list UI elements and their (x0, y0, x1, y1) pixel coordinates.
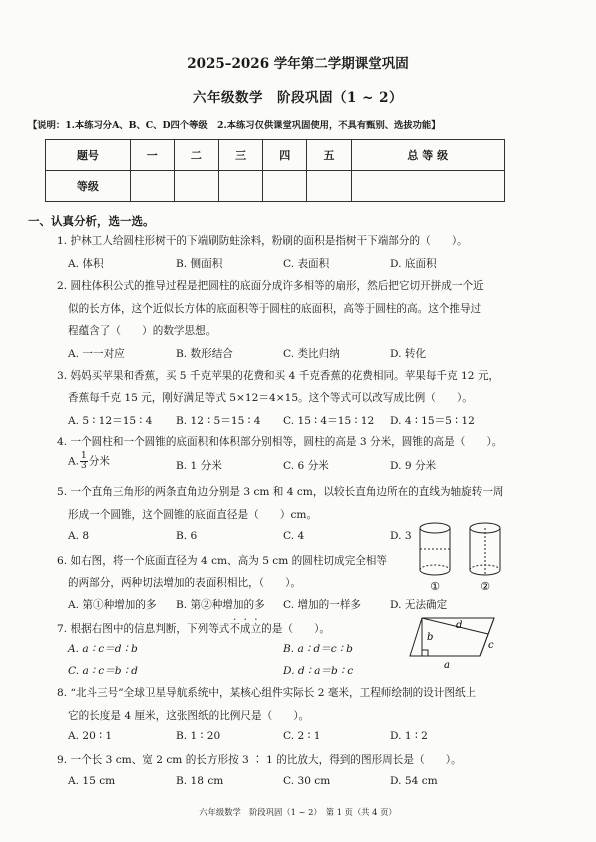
score-table (45, 139, 505, 202)
q4-option-a-unit: 分米 (88, 455, 110, 468)
figure-label-1: ① (430, 580, 440, 593)
grade-blank[interactable] (307, 171, 351, 202)
score-table-grade-row (46, 171, 505, 202)
q9-option-a[interactable]: A. 15 cm (68, 775, 116, 787)
q4-option-a-prefix: A. (68, 455, 80, 468)
section-heading: 一、认真分析，选一选。 (28, 214, 155, 228)
question-4: 4. 一个圆柱和一个圆锥的底面积和体积部分别相等，圆柱的高是 3 分米，圆锥的高是（ ）。 (57, 436, 503, 448)
question-7 (57, 617, 330, 636)
q4-option-c[interactable]: C. 6 分米 (283, 460, 329, 472)
question-5-line2: 形成一个圆锥，这个圆锥的底面直径是（ ）cm。 (68, 509, 318, 521)
q4-option-a[interactable] (68, 452, 110, 471)
score-cell: 二 (174, 140, 218, 171)
grade-blank[interactable] (130, 171, 174, 202)
q4-option-d[interactable]: D. 9 分米 (390, 460, 437, 472)
page-subtitle: 六年级数学 阶段巩固（1 ~ 2） (193, 90, 403, 106)
q7-option-d[interactable]: D. d ∶ a＝b ∶ c (283, 665, 354, 677)
instructions-note: 【说明：1.本练习分A、B、C、D四个等级 2.本练习仅供课堂巩固使用，不具有甄别、选拔功能】 (28, 120, 441, 131)
cylinder-1-icon (420, 523, 450, 575)
q7-option-b[interactable]: B. a ∶ d＝c ∶ b (283, 643, 353, 655)
label-d: d (456, 620, 463, 631)
question-6-line2: 的两部分，两种切法增加的表面积相比，（ ）。 (68, 577, 302, 589)
question-6: 6. 如右图，将一个底面直径为 4 cm、高为 5 cm 的圆柱切成完全相等 (57, 555, 387, 567)
q6-option-d[interactable]: D. 无法确定 (390, 599, 448, 611)
question-2: 2. 圆柱体积公式的推导过程是把圆柱的底面分成许多相等的扇形，然后把它切开拼成一个近 (57, 280, 484, 292)
grade-blank[interactable] (351, 171, 504, 202)
parallelogram-figure (408, 614, 500, 670)
q3-option-d[interactable]: D. 4 ∶ 15＝5 ∶ 12 (390, 415, 475, 427)
question-3-line2: 香蕉每千克 15 元，刚好满足等式 5×12＝4×15。这个等式可以改写成比例（ ）。 (68, 392, 473, 404)
question-1: 1. 护林工人给圆柱形树干的下端刷防蛀涂料，粉刷的面积是指树干下端部分的（ ）。 (57, 235, 468, 247)
cylinder-cut-figure (410, 520, 510, 596)
question-2-line3: 程蕴含了（ ）的数学思想。 (68, 325, 217, 337)
q6-option-c[interactable]: C. 增加的一样多 (283, 599, 362, 611)
question-5: 5. 一个直角三角形的两条直角边分别是 3 cm 和 4 cm，以较长直角边所在的直线为轴旋转一周 (57, 486, 504, 498)
q5-option-c[interactable]: C. 4 (283, 530, 305, 542)
q5-option-b[interactable]: B. 6 (176, 530, 198, 542)
q2-option-b[interactable]: B. 数形结合 (176, 348, 233, 360)
question-7-part-b: 的是（ ）。 (261, 623, 331, 635)
score-cell: 三 (219, 140, 263, 171)
score-cell: 一 (130, 140, 174, 171)
q6-option-b[interactable]: B. 第②种增加的多 (176, 599, 265, 611)
q8-option-d[interactable]: D. 1 ∶ 2 (390, 730, 428, 742)
question-2-line2: 似的长方体，这个近似长方体的底面积等于圆柱的底面积，高等于圆柱的高。这个推导过 (68, 303, 482, 315)
score-table-header-row (46, 140, 505, 171)
q3-option-c[interactable]: C. 15 ∶ 4＝15 ∶ 12 (283, 415, 375, 427)
score-cell: 五 (307, 140, 351, 171)
q1-option-d[interactable]: D. 底面积 (390, 258, 437, 270)
question-8-line2: 它的长度是 4 厘米，这张图纸的比例尺是（ ）。 (68, 710, 310, 722)
q2-option-c[interactable]: C. 类比归纳 (283, 348, 340, 360)
q1-option-a[interactable]: A. 体积 (68, 258, 104, 270)
q2-option-d[interactable]: D. 转化 (390, 348, 427, 360)
grade-blank[interactable] (263, 171, 307, 202)
q6-option-a[interactable]: A. 第①种增加的多 (68, 599, 157, 611)
question-7-emphasis: 不成立 (229, 623, 262, 635)
q8-option-a[interactable]: A. 20 ∶ 1 (68, 730, 113, 742)
label-c: c (488, 640, 494, 651)
score-cell: 题号 (46, 140, 131, 171)
fraction-numerator: 1 (81, 451, 87, 461)
score-cell: 总 等 级 (351, 140, 504, 171)
q5-option-d[interactable]: D. 3 (390, 530, 412, 542)
grade-blank[interactable] (174, 171, 218, 202)
score-cell: 等级 (46, 171, 131, 202)
q7-option-c[interactable]: C. a ∶ c＝b ∶ d (68, 665, 138, 677)
q9-option-c[interactable]: C. 30 cm (283, 775, 331, 787)
cylinder-2-icon (470, 523, 500, 575)
figure-label-2: ② (480, 580, 490, 593)
label-b: b (427, 632, 434, 643)
question-3: 3. 妈妈买苹果和香蕉，买 5 千克苹果的花费和买 4 千克香蕉的花费相同。苹果每千克 12 元， (57, 370, 500, 382)
q8-option-b[interactable]: B. 1 ∶ 20 (176, 730, 221, 742)
page-footer: 六年级数学 阶段巩固（1 ~ 2） 第 1 页（共 4 页） (199, 807, 397, 817)
q7-option-a[interactable]: A. a ∶ c＝d ∶ b (68, 643, 138, 655)
q5-option-a[interactable]: A. 8 (68, 530, 90, 542)
question-8: 8. “北斗三号”全球卫星导航系统中，某核心组件实际长 2 毫米，工程师绘制的设计图纸上 (57, 687, 477, 699)
fraction (80, 452, 88, 471)
score-cell: 四 (263, 140, 307, 171)
question-7-part-a: 7. 根据右图中的信息判断，下列等式 (57, 623, 230, 635)
q3-option-b[interactable]: B. 12 ∶ 5＝15 ∶ 4 (176, 415, 261, 427)
q1-option-c[interactable]: C. 表面积 (283, 258, 330, 270)
grade-blank[interactable] (219, 171, 263, 202)
q2-option-a[interactable]: A. 一一对应 (68, 348, 125, 360)
label-a: a (444, 660, 450, 670)
page-title: 2025–2026 学年第二学期课堂巩固 (187, 56, 409, 72)
fraction-denominator: 3 (81, 461, 87, 471)
q4-option-b[interactable]: B. 1 分米 (176, 460, 222, 472)
question-9: 9. 一个长 3 cm、宽 2 cm 的长方形按 3 ∶ 1 的比放大，得到的图形周长是（ ）。 (57, 754, 462, 766)
q8-option-c[interactable]: C. 2 ∶ 1 (283, 730, 321, 742)
q3-option-a[interactable]: A. 5 ∶ 12＝15 ∶ 4 (68, 415, 153, 427)
q9-option-b[interactable]: B. 18 cm (176, 775, 224, 787)
q1-option-b[interactable]: B. 侧面积 (176, 258, 223, 270)
q9-option-d[interactable]: D. 54 cm (390, 775, 438, 787)
